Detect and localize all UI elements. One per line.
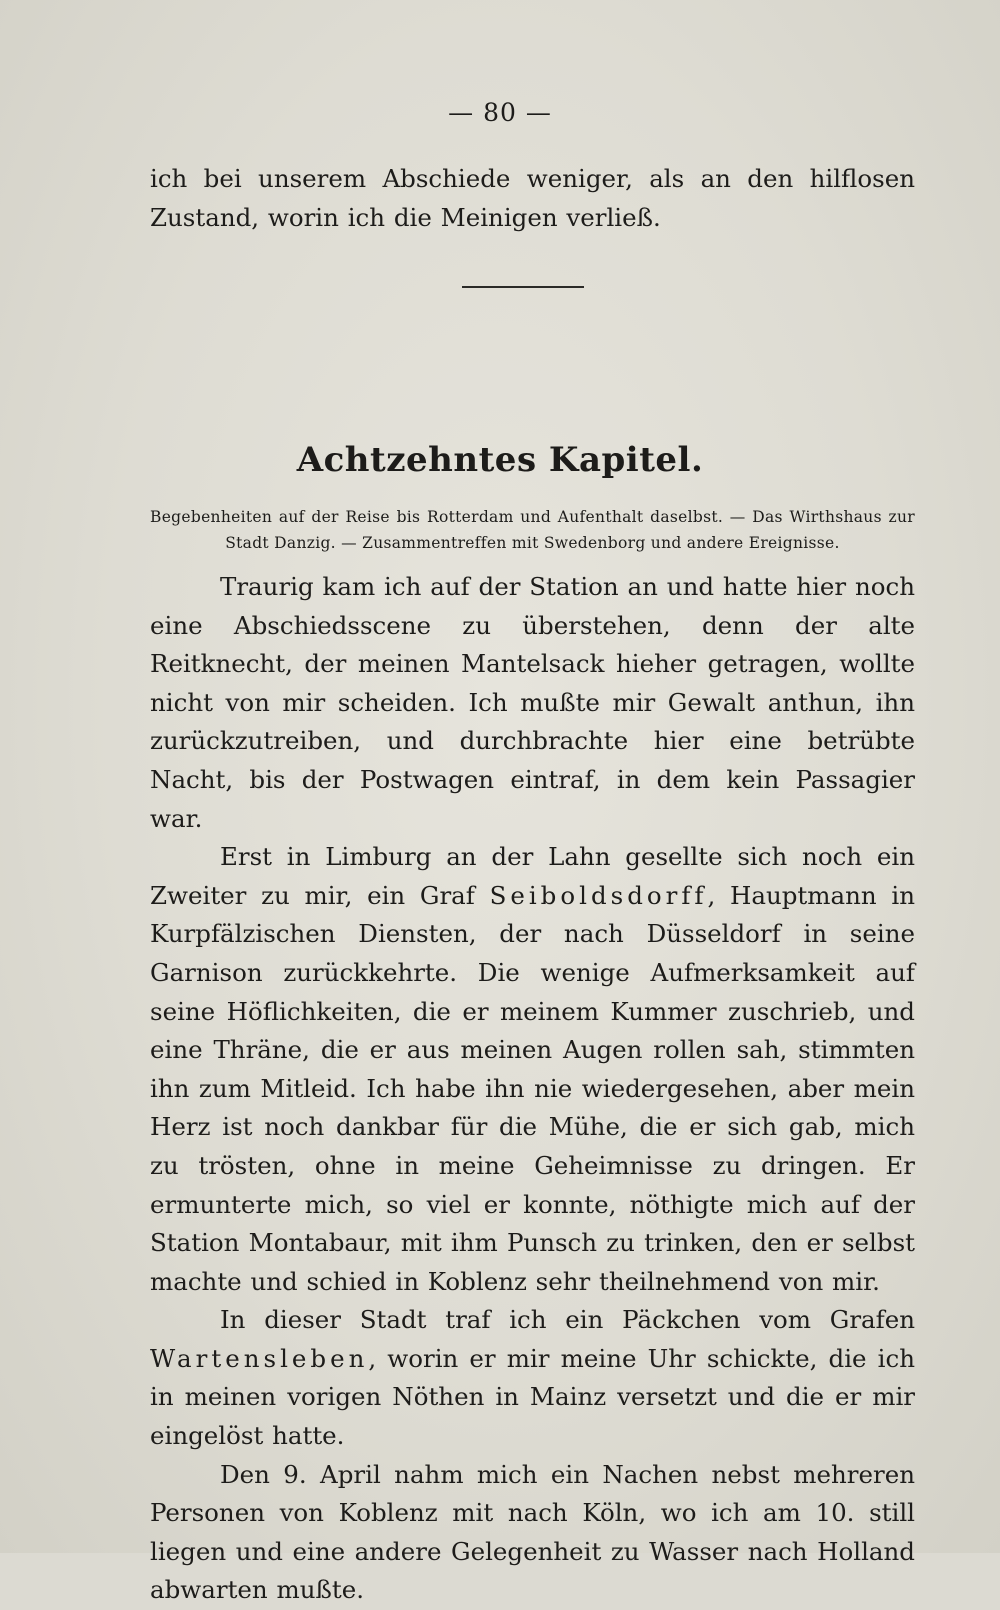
page-number: — 80 — [448,98,552,127]
paragraph-2-end: , Hauptmann in Kurpfälzischen Diensten, der nach Düsseldorf in seine Garnison zurückkehrte. Die wenige Aufmerksamkeit auf seine Höflichkeiten, die er meinem Kummer zuschrieb, und eine Thräne, die er aus meinen Augen rollen sah, stimmten ihn zum Mitleid. Ich habe ihn nie wiedergesehen, aber mein Herz ist noch dankbar für die Mühe, die er sich gab, mich zu trösten, ohne in meine Geheimnisse zu dringen. Er ermunterte mich, so viel er konnte, nöthigte mich auf der Station Montabaur, mit ihm Punsch zu trinken, den er selbst machte und schied in Koblenz sehr theilnehmend von mir. [150,880,915,1296]
chapter-summary: Begebenheiten auf der Reise bis Rotterdam und Aufenthalt daselbst. — Das Wirthshaus zur Stadt Danzig. — Zusammentreffen mit Swedenborg und andere Ereignisse. [150,508,915,552]
section-divider [462,286,584,288]
paragraph-3-start: In dieser Stadt traf ich ein Päckchen vom Grafen [220,1305,915,1335]
paragraph-3-end: , worin er mir meine Uhr schickte, die ich in meinen vorigen Nöthen in Mainz versetzt und die er mir eingelöst hatte. [150,1343,915,1451]
chapter-body [150,568,915,1610]
paragraph-3 [150,1301,915,1455]
continuation-text [150,160,915,237]
chapter-title: Achtzehntes Kapitel. [296,440,704,480]
paragraph-2 [150,838,915,1301]
emphasized-name-wartensleben: Wartensleben [150,1343,369,1373]
paragraph-1: Traurig kam ich auf der Station an und hatte hier noch eine Abschiedsscene zu überstehen, denn der alte Reitknecht, der meinen Mantelsack hieher getragen, wollte nicht von mir scheiden. Ich mußte mir Gewalt anthun, ihn zurückzutreiben, und durchbrachte hier eine betrübte Nacht, bis der Postwagen eintraf, in dem kein Passagier war. [150,572,915,833]
continuation-paragraph: ich bei unserem Abschiede weniger, als an den hilflosen Zustand, worin ich die Meinigen verließ. [150,164,915,232]
paragraph-2-start: Erst in Limburg an der Lahn gesellte sich noch ein Zweiter zu mir, ein Graf [150,842,915,910]
emphasized-name-seiboldsdorff: Seiboldsdorff [489,880,708,910]
paragraph-4: Den 9. April nahm mich ein Nachen nebst mehreren Personen von Koblenz mit nach Köln, wo ich am 10. still liegen und eine andere Gelegenheit zu Wasser nach Holland abwarten mußte. [150,1459,915,1605]
